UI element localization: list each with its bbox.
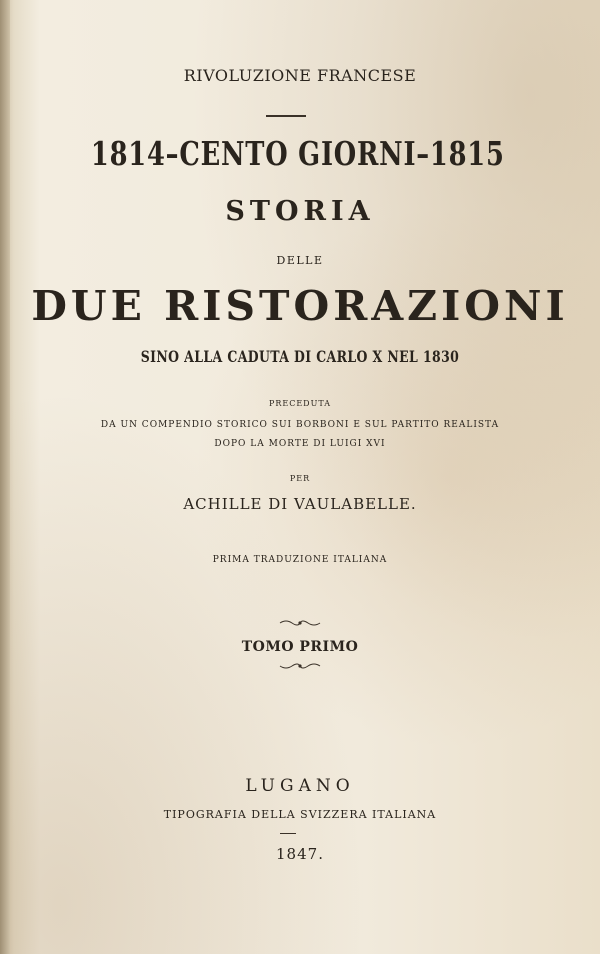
volume-label: TOMO PRIMO	[241, 639, 359, 655]
dates-heading: 1814–CENTO GIORNI–1815	[90, 134, 505, 173]
divider-rule	[266, 115, 306, 117]
storia-heading: STORIA	[225, 196, 375, 227]
small-divider	[280, 833, 296, 834]
series-title: RIVOLUZIONE FRANCESE	[183, 66, 417, 85]
compendio-text: DA UN COMPENDIO STORICO SUI BORBONI E SUL PARTITO REALISTA	[100, 420, 500, 430]
author-name: ACHILLE DI VAULABELLE.	[183, 495, 417, 513]
publication-place: LUGANO	[245, 776, 355, 796]
ornament-bottom-icon	[0, 661, 600, 674]
delle-text: DELLE	[276, 254, 324, 267]
subtitle: SINO ALLA CADUTA DI CARLO X NEL 1830	[140, 347, 460, 366]
per-text: PER	[289, 474, 311, 483]
printer-name: TIPOGRAFIA DELLA SVIZZERA ITALIANA	[163, 808, 437, 821]
main-title: DUE RISTORAZIONI	[31, 282, 569, 330]
publication-year: 1847.	[276, 845, 324, 863]
preceduta-text: PRECEDUTA	[268, 399, 332, 408]
dopo-text: DOPO LA MORTE DI LUIGI XVI	[214, 439, 386, 449]
translation-note: PRIMA TRADUZIONE ITALIANA	[212, 555, 388, 565]
ornament-top-icon	[0, 618, 600, 631]
